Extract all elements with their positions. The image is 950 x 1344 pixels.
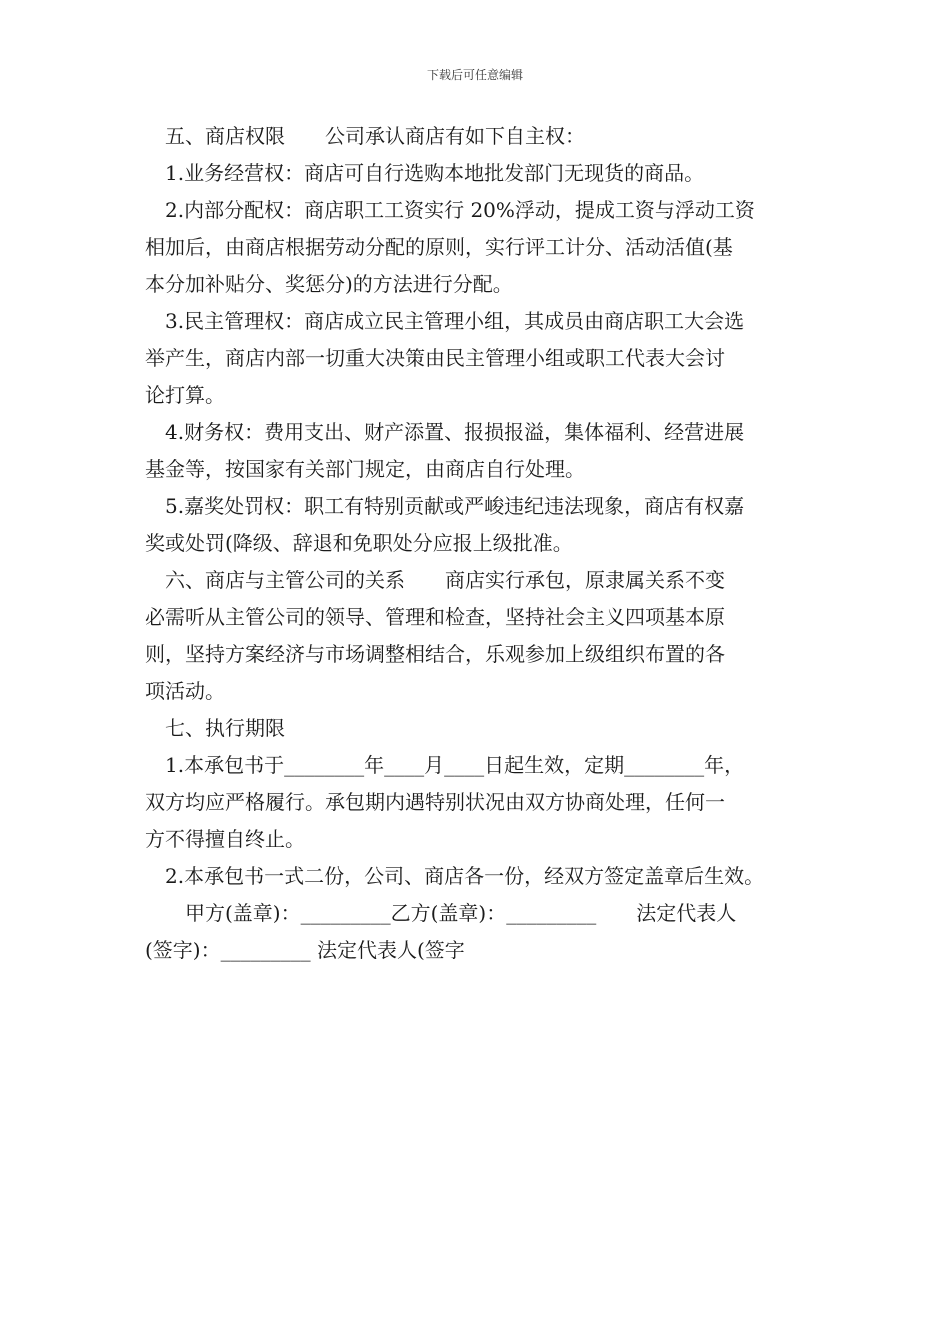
text-line: 奖或处罚(降级、辞退和免职处分应报上级批准。 xyxy=(145,531,573,555)
text-line: 5.嘉奖处罚权：职工有特别贡献或严峻违纪违法现象，商店有权嘉 xyxy=(145,494,745,518)
text-line: 双方均应严格履行。承包期内遇特别状况由双方协商处理，任何一 xyxy=(145,790,725,814)
text-line: 基金等，按国家有关部门规定，由商店自行处理。 xyxy=(145,457,585,481)
text-line: 相加后，由商店根据劳动分配的原则，实行评工计分、活动活值(基 xyxy=(145,235,733,259)
page-header-note: 下载后可任意编辑 xyxy=(426,68,523,82)
text-line: 六、商店与主管公司的关系 商店实行承包，原隶属关系不变 xyxy=(145,568,725,592)
text-line: 则，坚持方案经济与市场调整相结合，乐观参加上级组织布置的各 xyxy=(145,642,725,666)
text-line: 方不得擅自终止。 xyxy=(145,827,305,851)
text-line: 3.民主管理权：商店成立民主管理小组，其成员由商店职工大会选 xyxy=(145,309,745,333)
text-line: 甲方(盖章)：_________乙方(盖章)：_________ 法定代表人 xyxy=(145,901,737,925)
text-line: 项活动。 xyxy=(145,679,225,703)
text-line: 举产生，商店内部一切重大决策由民主管理小组或职工代表大会讨 xyxy=(145,346,725,370)
text-line: 本分加补贴分、奖惩分)的方法进行分配。 xyxy=(145,272,513,296)
text-line: 2.本承包书一式二份，公司、商店各一份，经双方签定盖章后生效。 xyxy=(145,864,765,888)
text-line: 七、执行期限 xyxy=(145,716,285,740)
document-body xyxy=(145,118,810,969)
text-line: 五、商店权限 公司承认商店有如下自主权： xyxy=(145,124,585,148)
text-line: 4.财务权：费用支出、财产添置、报损报溢，集体福利、经营进展 xyxy=(145,420,745,444)
text-line: 论打算。 xyxy=(145,383,225,407)
text-line: 1.业务经营权：商店可自行选购本地批发部门无现货的商品。 xyxy=(145,161,705,185)
text-line: 必需听从主管公司的领导、管理和检查，坚持社会主义四项基本原 xyxy=(145,605,725,629)
text-line: (签字)：_________ 法定代表人(签字 xyxy=(145,938,465,962)
text-line: 1.本承包书于________年____月____日起生效，定期________年， xyxy=(145,753,745,777)
text-line: 2.内部分配权：商店职工工资实行 20%浮动，提成工资与浮动工资 xyxy=(145,198,755,222)
